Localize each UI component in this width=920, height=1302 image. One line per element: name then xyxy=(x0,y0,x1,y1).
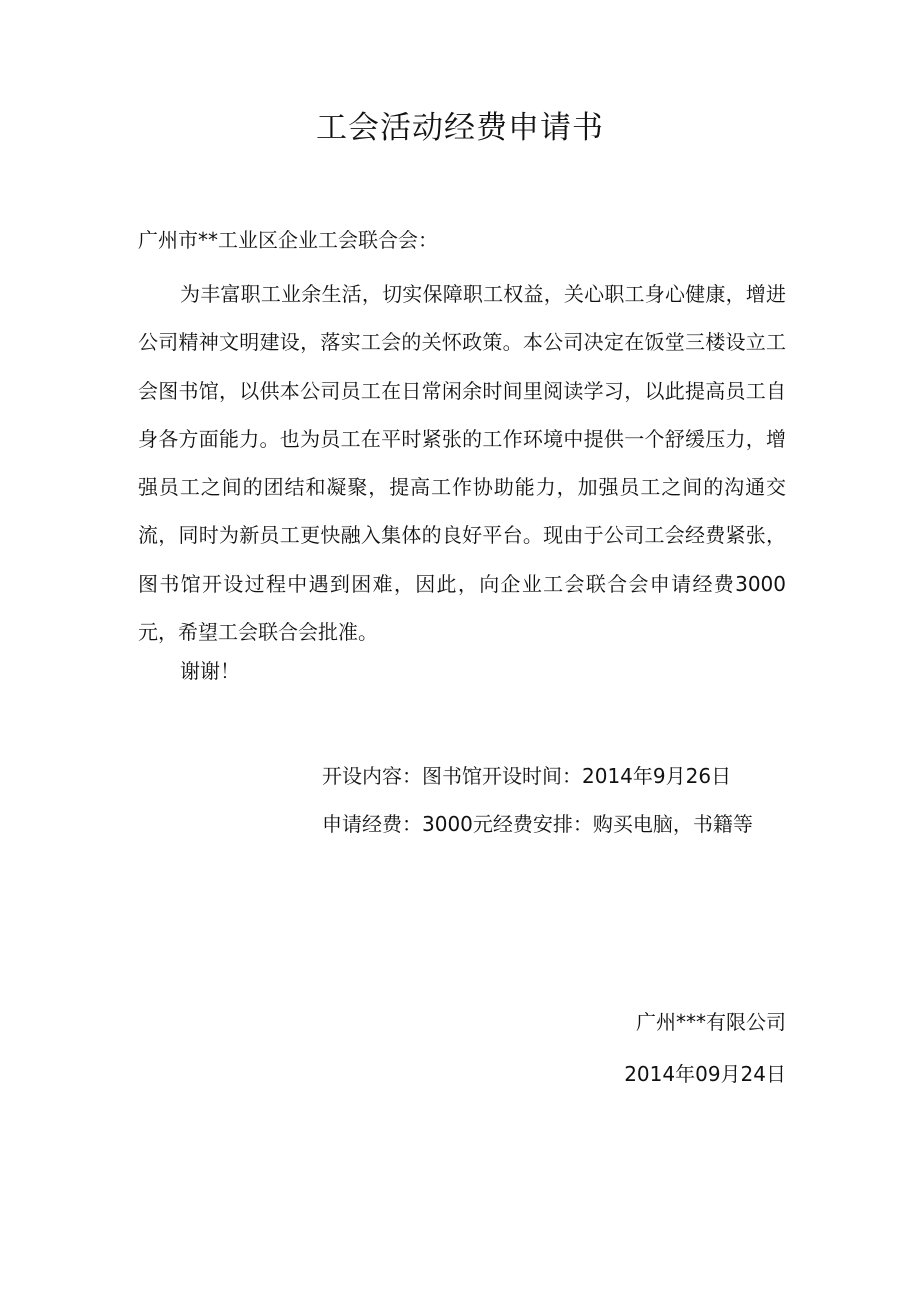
funds-label: 申请经费： xyxy=(322,812,422,836)
body-paragraph: 为丰富职工业余生活，切实保障职工权益，关心职工身心健康，增进公司精神文明建设，落实工会的关怀政策。本公司决定在饭堂三楼设立工会图书馆，以供本公司员工在日常闲余时间里阅读学习，以此提高员工自身各方面能力。也为员工在平时紧张的工作环境中提供一个舒缓压力，增强员工之间的团结和凝聚，提高工作协助能力，加强员工之间的沟通交流，同时为新员工更快融入集体的良好平台。现由于公司工会经费紧张，图书馆开设过程中遇到困难，因此，向企业工会联合会申请经费3000元，希望工会联合会批准。 xyxy=(138,282,786,645)
detail-block xyxy=(322,752,788,848)
signature-date: 2014年09月24日 xyxy=(624,1062,786,1086)
thanks-line: 谢谢！ xyxy=(180,659,240,683)
content-value: 图书馆 xyxy=(422,764,482,788)
document-title: 工会活动经费申请书 xyxy=(316,110,604,146)
time-label: 开设时间： xyxy=(482,764,582,788)
time-value: 2014年9月26日 xyxy=(582,764,732,788)
arrangement-label: 经费安排： xyxy=(492,812,593,836)
content-label: 开设内容： xyxy=(322,764,422,788)
funds-value: 3000元 xyxy=(422,812,493,836)
signature-company: 广州***有限公司 xyxy=(636,1010,786,1034)
arrangement-value: 购买电脑，书籍等 xyxy=(592,812,753,836)
salutation: 广州市**工业区企业工会联合会： xyxy=(138,228,438,252)
